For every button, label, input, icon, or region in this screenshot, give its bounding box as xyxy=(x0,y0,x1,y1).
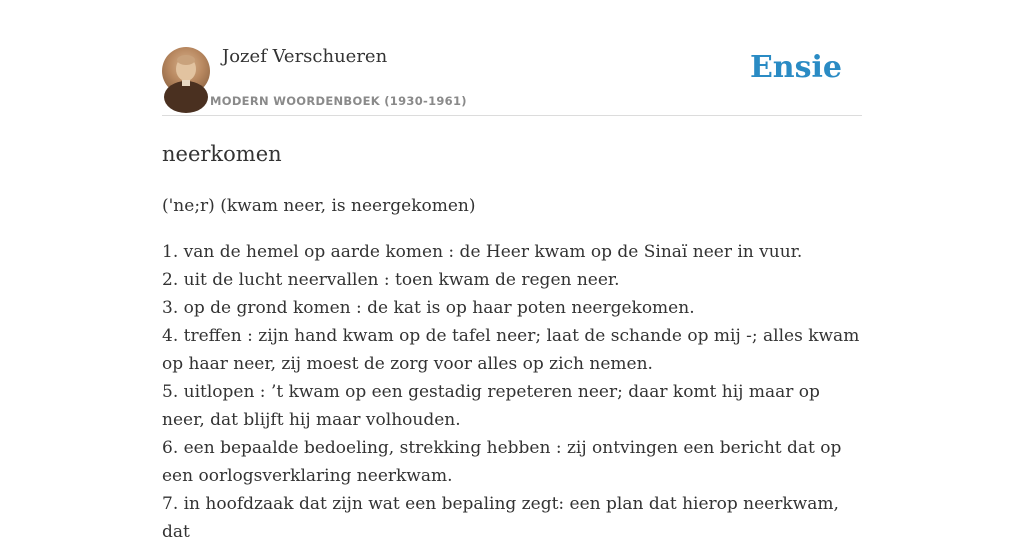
entry-content xyxy=(162,138,862,546)
sense-item: 3. op de grond komen : de kat is op haar poten neergekomen. xyxy=(162,298,695,318)
grammar-info: ('ne;r) (kwam neer, is neergekomen) xyxy=(162,196,476,216)
sense-item: 6. een bepaalde bedoeling, strekking hebben : zij ontvingen een bericht dat op een oorlogsverklaring neerkwam. xyxy=(162,438,842,486)
author-name[interactable]: Jozef Verschueren xyxy=(222,46,388,67)
headword: neerkomen xyxy=(162,142,282,166)
sense-item: 5. uitlopen : ’t kwam op een gestadig repeteren neer; daar komt hij maar op neer, dat blijft hij maar volhouden. xyxy=(162,382,820,430)
brand-logo[interactable]: Ensie xyxy=(749,50,842,85)
sense-item: 1. van de hemel op aarde komen : de Heer kwam op de Sinaï neer in vuur. xyxy=(162,242,803,262)
page-header xyxy=(162,46,862,116)
sense-list xyxy=(162,238,862,546)
sense-item: 2. uit de lucht neervallen : toen kwam de regen neer. xyxy=(162,270,620,290)
sense-item: 4. treffen : zijn hand kwam op de tafel neer; laat de schande op mij -; alles kwam op haar neer, zij moest de zorg voor alles op zich nemen. xyxy=(162,326,860,374)
author-avatar[interactable] xyxy=(162,47,210,95)
source-label[interactable]: MODERN WOORDENBOEK (1930-1961) xyxy=(210,94,467,108)
sense-item: 7. in hoofdzaak dat zijn wat een bepaling zegt: een plan dat hierop neerkwam, dat xyxy=(162,494,839,542)
